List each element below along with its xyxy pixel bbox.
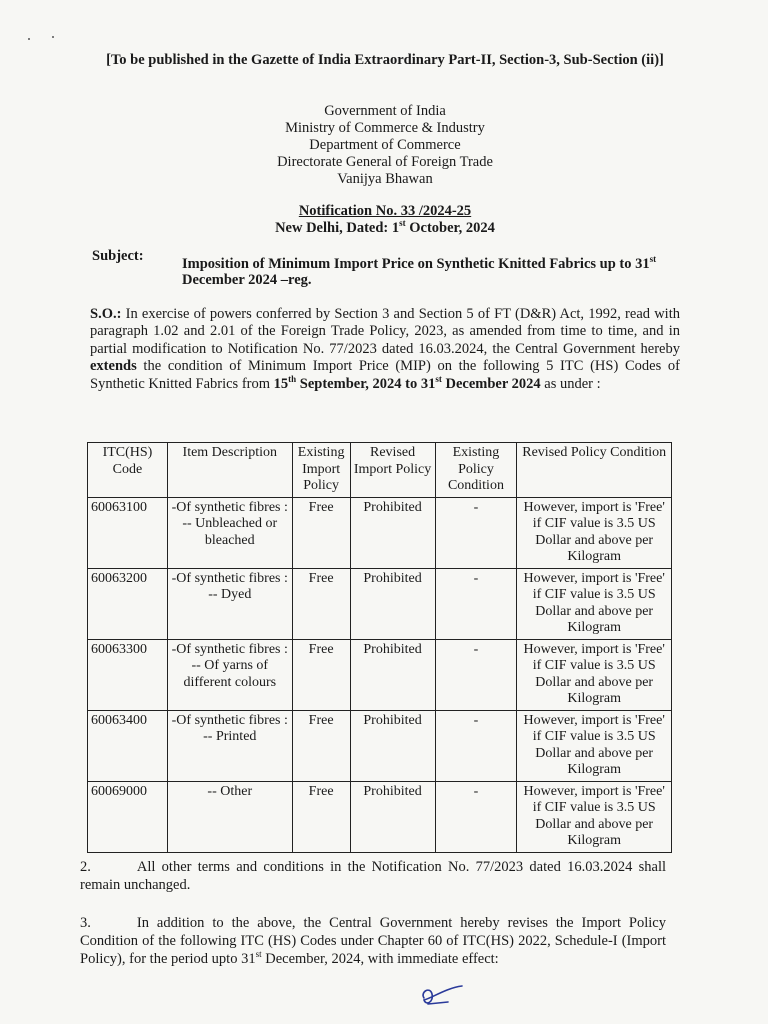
table-row	[88, 568, 672, 639]
table-header-row	[88, 443, 672, 498]
header-line: Ministry of Commerce & Industry	[285, 120, 485, 136]
item-description-cell: -Of synthetic fibres : -- Unbleached or bleached	[167, 497, 292, 568]
existing-policy-condition-cell: -	[435, 639, 517, 710]
notification-heading	[190, 203, 580, 237]
existing-policy-condition-cell: -	[435, 497, 517, 568]
table-row	[88, 639, 672, 710]
existing-import-policy-cell: Free	[292, 710, 350, 781]
existing-import-policy-cell: Free	[292, 639, 350, 710]
existing-import-policy-cell: Free	[292, 497, 350, 568]
gazette-line: [To be published in the Gazette of India Extraordinary Part-II, Section-3, Sub-Section (ii)]	[106, 52, 664, 68]
itc-hs-code-cell: 60063300	[88, 639, 168, 710]
table-row	[88, 497, 672, 568]
column-header: Existing Policy Condition	[435, 443, 517, 498]
revised-policy-condition-cell: However, import is 'Free' if CIF value is 3.5 US Dollar and above per Kilogram	[517, 568, 672, 639]
revised-policy-condition-cell: However, import is 'Free' if CIF value is 3.5 US Dollar and above per Kilogram	[517, 497, 672, 568]
column-header: ITC(HS) Code	[88, 443, 168, 498]
header-line: Government of India	[324, 103, 446, 119]
revised-import-policy-cell: Prohibited	[350, 639, 435, 710]
notification-number: Notification No. 33 /2024-25	[298, 203, 472, 219]
header-line: Department of Commerce	[309, 137, 461, 153]
header-line: Vanijya Bhawan	[337, 171, 433, 187]
item-description-cell: -- Other	[167, 781, 292, 852]
revised-import-policy-cell: Prohibited	[350, 710, 435, 781]
existing-policy-condition-cell: -	[435, 781, 517, 852]
scan-speck	[52, 36, 54, 38]
notification-date: New Delhi, Dated: 1st October, 2024	[275, 218, 495, 236]
table-row	[88, 781, 672, 852]
existing-import-policy-cell: Free	[292, 568, 350, 639]
subject-label: Subject:	[92, 248, 144, 264]
itc-hs-code-cell: 60063200	[88, 568, 168, 639]
existing-policy-condition-cell: -	[435, 568, 517, 639]
revised-import-policy-cell: Prohibited	[350, 497, 435, 568]
itc-hs-code-cell: 60069000	[88, 781, 168, 852]
existing-policy-condition-cell: -	[435, 710, 517, 781]
itc-hs-code-cell: 60063400	[88, 710, 168, 781]
column-header: Item Description	[167, 443, 292, 498]
itc-hs-policy-table	[87, 442, 672, 853]
column-header: Revised Import Policy	[350, 443, 435, 498]
column-header: Existing Import Policy	[292, 443, 350, 498]
header-line: Directorate General of Foreign Trade	[277, 154, 493, 170]
scan-speck	[28, 38, 30, 40]
revised-import-policy-cell: Prohibited	[350, 568, 435, 639]
column-header: Revised Policy Condition	[517, 443, 672, 498]
item-description-cell: -Of synthetic fibres : -- Printed	[167, 710, 292, 781]
subject-text: Imposition of Minimum Import Price on Synthetic Knitted Fabrics up to 31st December 2024 –reg.	[182, 254, 657, 288]
item-description-cell: -Of synthetic fibres : -- Of yarns of different colours	[167, 639, 292, 710]
revised-policy-condition-cell: However, import is 'Free' if CIF value is 3.5 US Dollar and above per Kilogram	[517, 781, 672, 852]
revised-policy-condition-cell: However, import is 'Free' if CIF value is 3.5 US Dollar and above per Kilogram	[517, 710, 672, 781]
paragraph-2: 2. All other terms and conditions in the Notification No. 77/2023 dated 16.03.2024 shall remain unchanged.	[80, 859, 666, 893]
revised-policy-condition-cell: However, import is 'Free' if CIF value is 3.5 US Dollar and above per Kilogram	[517, 639, 672, 710]
existing-import-policy-cell: Free	[292, 781, 350, 852]
table-row	[88, 710, 672, 781]
signature-initial	[418, 980, 468, 1010]
revised-import-policy-cell: Prohibited	[350, 781, 435, 852]
paragraph-3: 3. In addition to the above, the Central Government hereby revises the Import Policy Condition of the following ITC (HS) Codes under Chapter 60 of ITC(HS) 2022, Schedule-I (Import Policy), for the period upto 31st December, 2024, with immediate effect:	[80, 915, 666, 967]
item-description-cell: -Of synthetic fibres : -- Dyed	[167, 568, 292, 639]
issuing-authority	[190, 103, 580, 188]
itc-hs-code-cell: 60063100	[88, 497, 168, 568]
so-paragraph: S.O.: In exercise of powers conferred by Section 3 and Section 5 of FT (D&R) Act, 1992, read with paragraph 1.02 and 2.01 of the Foreign Trade Policy, 2023, as amended from time to time, and in partial modification to Notification No. 77/2023 dated 16.03.2024, the Central Government hereby extends the condition of Minimum Import Price (MIP) on the following 5 ITC (HS) Codes of Synthetic Knitted Fabrics from 15th September, 2024 to 31st December 2024 as under :	[90, 306, 680, 392]
